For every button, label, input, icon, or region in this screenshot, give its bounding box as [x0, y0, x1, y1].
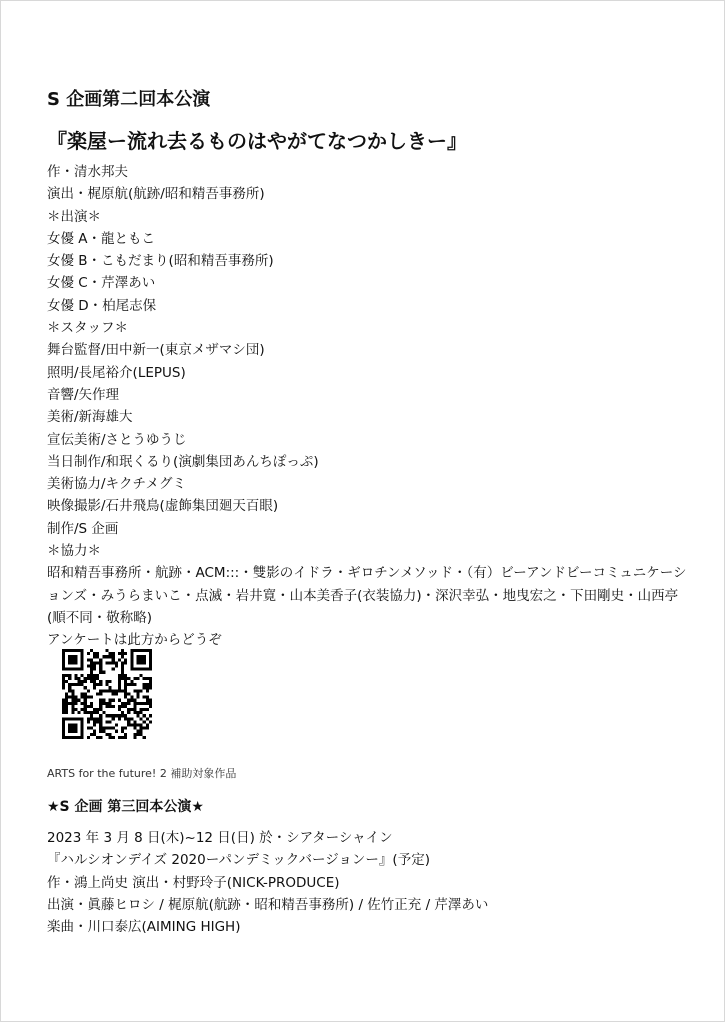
survey-text: アンケートは此方からどうぞ — [47, 632, 222, 649]
next-performance-details — [47, 827, 707, 938]
credit-line: 女優 D・柏尾志保 — [47, 297, 157, 314]
company-title: S 企画第二回本公演 — [47, 89, 211, 110]
next-line: 楽曲・川口泰広(AIMING HIGH) — [47, 919, 241, 936]
credit-line: 女優 B・こもだまり(昭和精吾事務所) — [47, 253, 274, 270]
credit-line: 制作/S 企画 — [47, 520, 119, 537]
play-title: 『楽屋ー流れ去るものはやがてなつかしきー』 — [47, 129, 467, 153]
next-line: 作・鴻上尚史 演出・村野玲子(NICK-PRODUCE) — [47, 874, 340, 891]
credit-line: 舞台監督/田中新一(東京メザマシ団) — [47, 342, 265, 359]
next-performance-title: ★S 企画 第三回本公演★ — [47, 799, 204, 815]
credit-line: 美術/新海雄大 — [47, 409, 133, 426]
credit-line: 作・清水邦夫 — [47, 164, 128, 180]
section-header-cast: ＊出演＊ — [47, 208, 101, 225]
support-note: ARTS for the future! 2 補助対象作品 — [47, 767, 237, 780]
credit-line: 女優 C・芹澤あい — [47, 275, 156, 292]
credit-line: 音響/矢作理 — [47, 386, 120, 403]
credit-line: 演出・梶原航(航跡/昭和精吾事務所) — [47, 186, 265, 203]
section-header-staff: ＊スタッフ＊ — [47, 320, 128, 337]
section-header-cooperation: ＊協力＊ — [47, 543, 101, 560]
cooperation-text: 昭和精吾事務所・航跡・ACM:::・雙影のイドラ・ギロチンメソッド・（有）ビーアンドビーコミュニケーションズ・みうらまいこ・点滅・岩井寛・山本美香子(衣装協力)・深沢幸弘・地曳宏之・下田剛史・山西亭(順不同・敬称略) — [47, 565, 687, 626]
qr-code-icon[interactable] — [62, 649, 152, 739]
credit-line: 当日制作/和珉くるり(演劇集団あんちぽっぷ) — [47, 453, 319, 470]
next-line: 『ハルシオンデイズ 2020ーパンデミックバージョンー』(予定) — [47, 852, 430, 869]
credit-line: 女優 A・龍ともこ — [47, 230, 156, 247]
credit-line: 映像撮影/石井飛鳥(虚飾集団廻天百眼) — [47, 498, 279, 515]
next-line: 2023 年 3 月 8 日(木)~12 日(日) 於・シアターシャイン — [47, 830, 393, 846]
next-line: 出演・眞藤ヒロシ / 梶原航(航跡・昭和精吾事務所) / 佐竹正充 / 芹澤あい — [47, 896, 489, 913]
credit-line: 美術協力/キクチメグミ — [47, 476, 187, 493]
credit-line: 宣伝美術/さとうゆうじ — [47, 431, 187, 448]
credit-line: 照明/長尾裕介(LEPUS) — [47, 364, 186, 381]
credits-list — [47, 161, 687, 652]
